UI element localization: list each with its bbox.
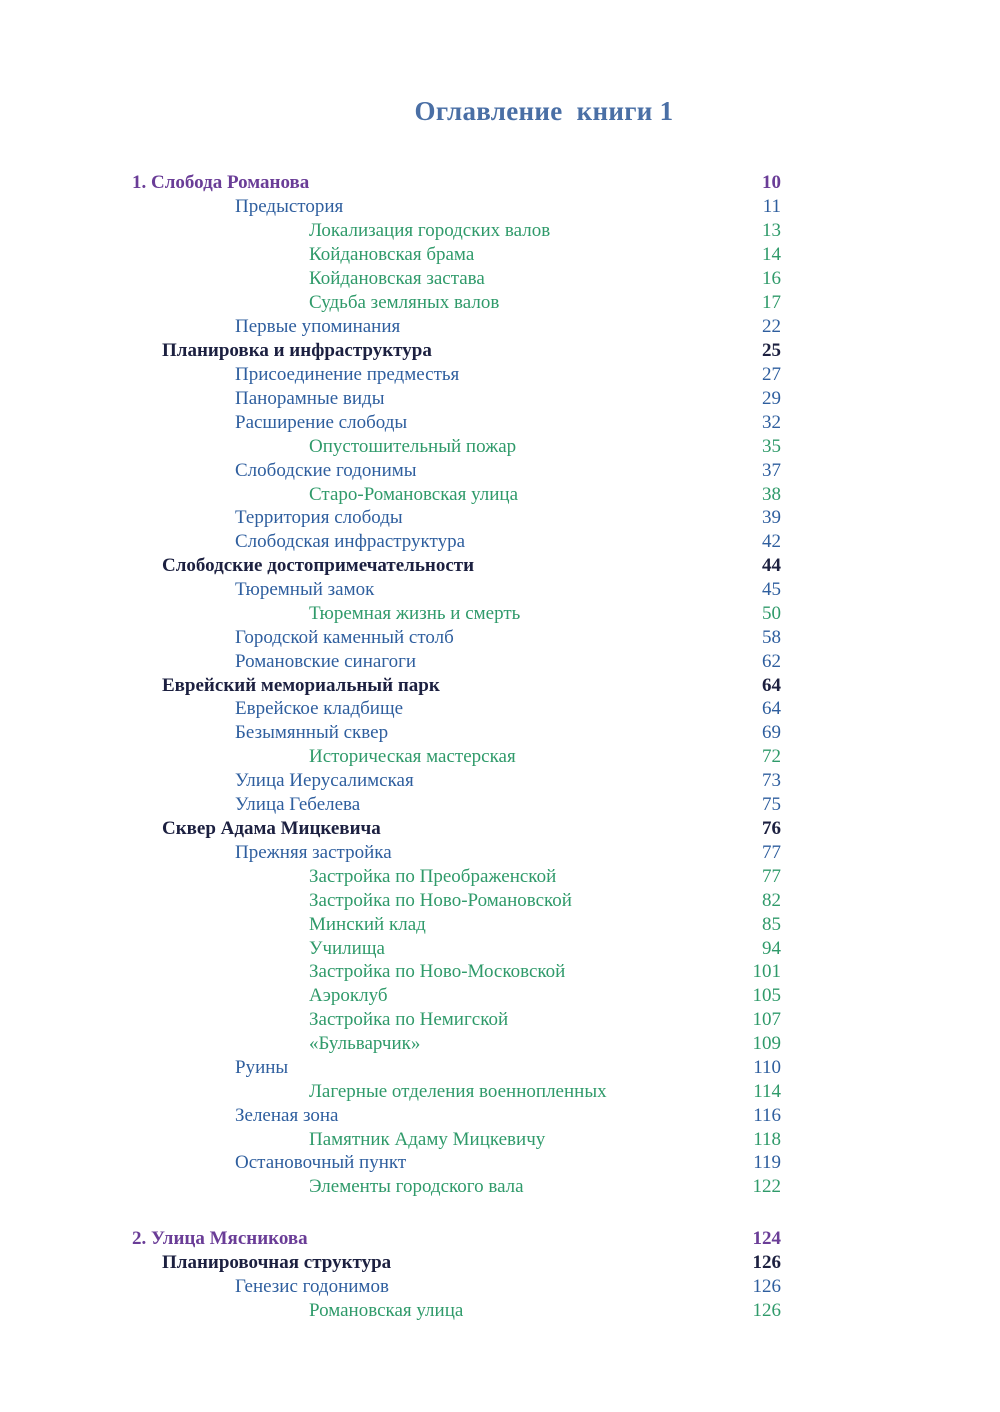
toc-page-number: 29: [762, 388, 781, 409]
toc-entry[interactable]: [0, 960, 1000, 984]
toc-entry-title: Опустошительный пожар: [309, 436, 517, 457]
toc-entry-title: Романовская улица: [309, 1300, 464, 1321]
toc-entry[interactable]: [0, 721, 1000, 745]
toc-entry-title: Слободские годонимы: [235, 460, 417, 481]
toc-entry-title: Аэроклуб: [309, 985, 388, 1006]
toc-page-number: 37: [762, 460, 781, 481]
toc-entry-title: Застройка по Немигской: [309, 1009, 509, 1030]
toc-entry[interactable]: [0, 1151, 1000, 1175]
toc-page-number: 85: [762, 914, 781, 935]
toc-page-number: 126: [752, 1276, 781, 1297]
toc-page-number: 77: [762, 842, 781, 863]
toc-entry[interactable]: [0, 1128, 1000, 1152]
toc-entry[interactable]: [0, 984, 1000, 1008]
toc-entry[interactable]: [0, 913, 1000, 937]
toc-entry-title: Застройка по Ново-Московской: [309, 961, 566, 982]
toc-entry-title: «Бульварчик»: [309, 1033, 421, 1054]
toc-entry[interactable]: [0, 578, 1000, 602]
toc-section[interactable]: [0, 554, 1000, 578]
toc-entry[interactable]: [0, 1275, 1000, 1299]
toc-page-number: 126: [752, 1252, 781, 1273]
toc-entry-title: Памятник Адаму Мицкевичу: [309, 1129, 546, 1150]
toc-page-number: 101: [752, 961, 781, 982]
toc-page-number: 82: [762, 890, 781, 911]
toc-entry[interactable]: [0, 793, 1000, 817]
toc-entry[interactable]: [0, 219, 1000, 243]
toc-entry[interactable]: [0, 1175, 1000, 1199]
toc-chapter[interactable]: [0, 1227, 1000, 1251]
toc-page-number: 77: [762, 866, 781, 887]
toc-entry[interactable]: [0, 315, 1000, 339]
toc-entry-title: Старо-Романовская улица: [309, 484, 519, 505]
toc-page-number: 39: [762, 507, 781, 528]
toc-page-number: 126: [752, 1300, 781, 1321]
toc-page-number: 44: [762, 555, 781, 576]
toc-entry-title: Сквер Адама Мицкевича: [162, 818, 381, 839]
toc-entry[interactable]: [0, 435, 1000, 459]
toc-entry-title: Генезис годонимов: [235, 1276, 389, 1297]
toc-entry[interactable]: [0, 841, 1000, 865]
toc-page-number: 32: [762, 412, 781, 433]
toc-entry[interactable]: [0, 1032, 1000, 1056]
toc-entry-title: 1. Слобода Романова: [132, 172, 310, 193]
toc-entry[interactable]: [0, 1080, 1000, 1104]
toc-page-number: 116: [753, 1105, 781, 1126]
toc-page-number: 118: [753, 1129, 781, 1150]
toc-page-number: 35: [762, 436, 781, 457]
toc-entry[interactable]: [0, 411, 1000, 435]
toc-entry-title: Панорамные виды: [235, 388, 385, 409]
toc-page-number: 58: [762, 627, 781, 648]
toc-entry[interactable]: [0, 483, 1000, 507]
toc-page-number: 114: [753, 1081, 781, 1102]
toc-page-number: 94: [762, 938, 781, 959]
toc-page-number: 45: [762, 579, 781, 600]
toc-entry-title: Первые упоминания: [235, 316, 401, 337]
toc-page-number: 124: [752, 1228, 781, 1249]
toc-page-number: 11: [762, 196, 781, 217]
toc-page-number: 75: [762, 794, 781, 815]
toc-entry-title: Тюремный замок: [235, 579, 375, 600]
toc-entry[interactable]: [0, 363, 1000, 387]
toc-page-number: 50: [762, 603, 781, 624]
toc-entry-title: Еврейский мемориальный парк: [162, 675, 440, 696]
toc-entry[interactable]: [0, 243, 1000, 267]
toc-entry-title: Городской каменный столб: [235, 627, 454, 648]
toc-entry[interactable]: [0, 937, 1000, 961]
toc-entry-title: Локализация городских валов: [309, 220, 551, 241]
toc-page-number: 62: [762, 651, 781, 672]
toc-entry-title: Прежняя застройка: [235, 842, 392, 863]
toc-entry-title: Улица Иерусалимская: [235, 770, 414, 791]
toc-entry[interactable]: [0, 626, 1000, 650]
toc-page-number: 38: [762, 484, 781, 505]
toc-entry-title: Присоединение предместья: [235, 364, 460, 385]
page-title: Оглавление книги 1: [414, 96, 674, 126]
toc-entry-title: Планировочная структура: [162, 1252, 392, 1273]
toc-page-number: 64: [762, 698, 781, 719]
toc-entry-title: Застройка по Преображенской: [309, 866, 557, 887]
toc-page-number: 64: [762, 675, 781, 696]
toc-entry[interactable]: [0, 769, 1000, 793]
toc-entry[interactable]: [0, 1056, 1000, 1080]
toc-entry-title: Территория слободы: [235, 507, 403, 528]
toc-entry-title: 2. Улица Мясникова: [132, 1228, 308, 1249]
toc-entry[interactable]: [0, 387, 1000, 411]
toc-entry-title: Улица Гебелева: [235, 794, 361, 815]
toc-page-number: 72: [762, 746, 781, 767]
toc-entry-title: Койдановская застава: [309, 268, 485, 289]
toc-entry[interactable]: [0, 267, 1000, 291]
toc-page-number: 22: [762, 316, 781, 337]
toc-entry[interactable]: [0, 530, 1000, 554]
toc-entry[interactable]: [0, 1008, 1000, 1032]
toc-page-number: 27: [762, 364, 781, 385]
toc-entry[interactable]: [0, 1104, 1000, 1128]
toc-entry-title: Руины: [235, 1057, 289, 1078]
toc-entry-title: Койдановская брама: [309, 244, 475, 265]
toc-entry-title: Училища: [309, 938, 385, 959]
toc-entry-title: Расширение слободы: [235, 412, 408, 433]
toc-page-number: 25: [762, 340, 781, 361]
toc-page-number: 42: [762, 531, 781, 552]
toc-page-number: 17: [762, 292, 781, 313]
toc-entry-title: Лагерные отделения военнопленных: [309, 1081, 607, 1102]
toc-section[interactable]: [0, 1251, 1000, 1275]
toc-entry-title: Остановочный пункт: [235, 1152, 407, 1173]
toc-entry-title: Элементы городского вала: [309, 1176, 524, 1197]
toc-entry-title: Судьба земляных валов: [309, 292, 500, 313]
toc-entry-title: Предыстория: [235, 196, 344, 217]
toc-entry-title: Слободская инфраструктура: [235, 531, 466, 552]
toc-entry[interactable]: [0, 650, 1000, 674]
toc-page-number: 13: [762, 220, 781, 241]
toc-entry[interactable]: [0, 195, 1000, 219]
toc-entry[interactable]: [0, 459, 1000, 483]
toc-entry-title: Слободские достопримечательности: [162, 555, 475, 576]
toc-entry[interactable]: [0, 889, 1000, 913]
toc-section[interactable]: [0, 674, 1000, 698]
toc-entry-title: Еврейское кладбище: [235, 698, 404, 719]
toc-entry[interactable]: [0, 602, 1000, 626]
toc-chapter[interactable]: [0, 171, 1000, 195]
toc-section[interactable]: [0, 339, 1000, 363]
toc-entry-title: Романовские синагоги: [235, 651, 417, 672]
toc-page-number: 107: [752, 1009, 781, 1030]
toc-entry[interactable]: [0, 291, 1000, 315]
toc-entry[interactable]: [0, 1299, 1000, 1323]
toc-entry-title: Тюремная жизнь и смерть: [309, 603, 521, 624]
toc-page-number: 73: [762, 770, 781, 791]
toc-page-number: 16: [762, 268, 781, 289]
toc-entry-title: Застройка по Ново-Романовской: [309, 890, 572, 911]
toc-page-number: 105: [752, 985, 781, 1006]
toc-entry[interactable]: [0, 745, 1000, 769]
toc-page-number: 10: [762, 172, 781, 193]
toc-entry-title: Минский клад: [309, 914, 426, 935]
toc-page-number: 109: [752, 1033, 781, 1054]
toc-page-number: 76: [762, 818, 781, 839]
toc-page-number: 110: [753, 1057, 781, 1078]
toc-entry-title: Планировка и инфраструктура: [162, 340, 432, 361]
toc-page-number: 122: [752, 1176, 781, 1197]
toc-page-number: 119: [753, 1152, 781, 1173]
toc-entry-title: Зеленая зона: [235, 1105, 339, 1126]
toc-entry-title: Безымянный сквер: [235, 722, 389, 743]
toc-page-number: 14: [762, 244, 781, 265]
toc-page-number: 69: [762, 722, 781, 743]
toc-section[interactable]: [0, 817, 1000, 841]
toc-entry-title: Историческая мастерская: [309, 746, 516, 767]
toc-entry[interactable]: [0, 506, 1000, 530]
toc-entry[interactable]: [0, 865, 1000, 889]
toc-entry[interactable]: [0, 697, 1000, 721]
